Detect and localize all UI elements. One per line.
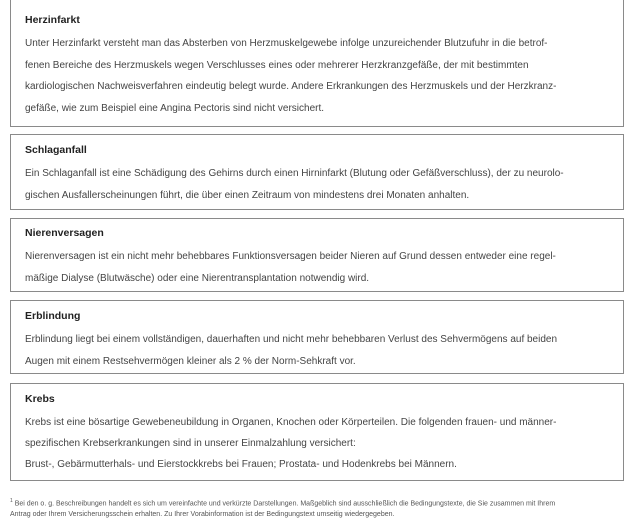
- footnote-line: Bei den o. g. Beschreibungen handelt es sich um vereinfachte und verkürzte Darstellungen. Maßgeblich sind ausschließlich die Bedingungstexte, die Sie zusammen mit Ihrem: [14, 500, 556, 508]
- section-text: [25, 329, 609, 372]
- definitions-list: [10, 0, 624, 481]
- text-line: Brust-, Gebärmutterhals- und Eierstockkrebs bei Frauen; Prostata- und Hodenkrebs bei Männern.: [25, 459, 457, 470]
- text-line: spezifischen Krebserkrankungen sind in unserer Einmalzahlung versichert:: [25, 438, 356, 449]
- section-text: [25, 412, 609, 475]
- text-line: Nierenversagen ist ein nicht mehr behebbares Funktionsversagen beider Nieren auf Grund dessen entweder eine regel-: [25, 251, 556, 262]
- section-title: Nierenversagen: [25, 227, 104, 239]
- text-line: Ein Schlaganfall ist eine Schädigung des Gehirns durch einen Hirninfarkt (Blutung oder Gefäßverschluss), der zu neurolo-: [25, 168, 564, 179]
- text-line: kardiologischen Nachweisverfahren eindeutig belegt wurde. Andere Erkrankungen des Herzmuskels und der Herzkranz-: [25, 81, 557, 92]
- text-line: Krebs ist eine bösartige Gewebeneubildung in Organen, Knochen oder Körperteilen. Die folgenden frauen- und männer-: [25, 417, 557, 428]
- section-erblindung: [10, 300, 624, 374]
- text-line: gischen Ausfallerscheinungen führt, die über einen Zeitraum von mindestens drei Monaten anhalten.: [25, 189, 470, 201]
- text-line: fenen Bereiche des Herzmuskels wegen Verschlusses eines oder mehrerer Herzkranzgefäße, der mit bestimmten: [25, 59, 529, 71]
- section-herzinfarkt: [10, 0, 624, 127]
- footnote: [10, 496, 630, 520]
- section-text: [25, 246, 609, 289]
- section-title: Herzinfarkt: [25, 14, 80, 26]
- text-line: Augen mit einem Restsehvermögen kleiner als 2 % der Norm-Sehkraft vor.: [25, 355, 356, 367]
- section-schlaganfall: [10, 134, 624, 210]
- text-line: gefäße, wie zum Beispiel eine Angina Pectoris sind nicht versichert.: [25, 102, 325, 114]
- section-title: Krebs: [25, 393, 55, 405]
- section-title: Schlaganfall: [25, 144, 87, 156]
- section-nierenversagen: [10, 218, 624, 292]
- text-line: mäßige Dialyse (Blutwäsche) oder eine Nierentransplantation notwendig wird.: [25, 272, 370, 284]
- section-text: [25, 33, 609, 119]
- section-krebs: [10, 383, 624, 481]
- text-line: Unter Herzinfarkt versteht man das Absterben von Herzmuskelgewebe infolge unzureichender Blutzufuhr in die betrof-: [25, 38, 548, 49]
- text-line: Erblindung liegt bei einem vollständigen, dauerhaften und nicht mehr behebbaren Verlust des Sehvermögens auf beiden: [25, 334, 558, 345]
- section-title: Erblindung: [25, 310, 81, 322]
- footnote-marker: 1: [10, 498, 13, 504]
- section-text: [25, 163, 609, 206]
- footnote-line: Antrag oder Ihrem Versicherungsschein erhalten. Zu Ihrer Vorabinformation ist der Bedingungstext umseitig wiedergegeben.: [10, 511, 395, 519]
